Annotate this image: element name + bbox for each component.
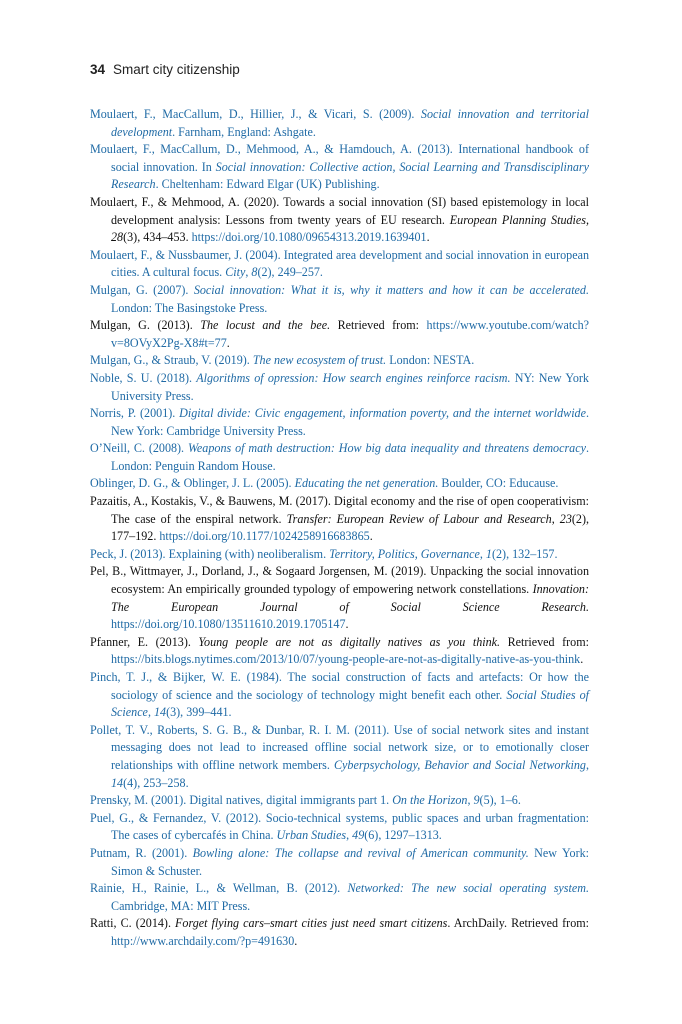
reference-entry bbox=[90, 810, 589, 845]
reference-text: , bbox=[245, 265, 252, 280]
reference-text: Moulaert, F., & Mehmood, A. (2020). Towards a social innovation (SI) based epistemology in local development analysis: Lessons from twenty years of EU research. bbox=[90, 194, 589, 227]
reference-title-italic: Social Studies of Science bbox=[111, 687, 590, 720]
reference-url-link[interactable]: https://bits.blogs.nytimes.com/2013/10/07/young-people-are-not-as-digitally-native-as-you-think bbox=[111, 652, 581, 667]
reference-text: . London: Penguin Random House. bbox=[111, 441, 589, 473]
reference-text: . Farnham, England: Ashgate. bbox=[172, 124, 316, 139]
reference-entry bbox=[90, 106, 589, 141]
reference-text: London: The Basingstoke Press. bbox=[111, 300, 268, 315]
reference-title-italic: 14 bbox=[111, 775, 124, 790]
reference-title-italic: Forget flying cars–smart cities just need smart citizens bbox=[175, 916, 448, 931]
reference-entry bbox=[90, 634, 589, 669]
reference-entry bbox=[90, 405, 589, 440]
reference-entry bbox=[90, 493, 589, 546]
reference-entry bbox=[90, 563, 589, 633]
reference-text: Retrieved from: bbox=[330, 318, 427, 333]
reference-text: Pinch, T. J., & Bijker, W. E. (1984). The social construction of facts and artefacts: Or how the sociology of science and the sociology of technology might benefit each other. bbox=[90, 670, 589, 702]
reference-text: (4), 253–258. bbox=[123, 775, 189, 790]
reference-entry bbox=[90, 915, 589, 950]
reference-text: Cambridge, MA: MIT Press. bbox=[111, 898, 251, 913]
reference-title-italic: 14 bbox=[153, 705, 167, 720]
reference-text: . bbox=[294, 933, 298, 948]
reference-url-link[interactable]: https://www.youtube.com/watch?v=8OVyX2Pg-X8#t=77 bbox=[111, 318, 589, 350]
running-title: Smart city citizenship bbox=[113, 62, 240, 77]
reference-text: Norris, P. (2001). bbox=[90, 406, 180, 421]
reference-text: , bbox=[147, 705, 154, 720]
reference-entry bbox=[90, 792, 589, 810]
reference-text: Putnam, R. (2001). bbox=[90, 845, 193, 860]
reference-text: , bbox=[346, 828, 353, 843]
reference-title-italic: Digital divide: Civic engagement, information poverty, and the internet worldwide bbox=[179, 406, 586, 421]
reference-entry bbox=[90, 475, 589, 493]
reference-text: (5), 1–6. bbox=[479, 793, 521, 808]
reference-text: . Cheltenham: Edward Elgar (UK) Publishing. bbox=[155, 177, 380, 192]
reference-text: Pazaitis, A., Kostakis, V., & Bauwens, M. (2017). Digital economy and the rise of open cooperativism: The case of the enspiral network. bbox=[90, 494, 589, 526]
reference-url-link[interactable]: https://doi.org/10.1080/09654313.2019.1639401 bbox=[191, 230, 427, 245]
reference-title-italic: Educating the net generation. bbox=[294, 476, 439, 491]
reference-text: , bbox=[479, 546, 486, 561]
reference-entry bbox=[90, 247, 589, 282]
reference-title-italic: Networked: The new social operating system. bbox=[347, 881, 589, 896]
page-number: 34 bbox=[90, 62, 106, 77]
reference-text: Mulgan, G. (2007). bbox=[90, 282, 194, 297]
reference-text: (6), 1297–1313. bbox=[364, 828, 442, 843]
reference-text: (2), 249–257. bbox=[257, 265, 323, 280]
reference-text: Ratti, C. (2014). bbox=[90, 916, 176, 931]
reference-text: . ArchDaily. Retrieved from: bbox=[447, 916, 590, 931]
reference-text: , bbox=[467, 793, 474, 808]
reference-text: . bbox=[369, 529, 373, 544]
reference-title-italic: Innovation: The European Journal of Social Science Research. bbox=[111, 582, 589, 614]
reference-title-italic: Algorithms of opression: How search engines reinforce racism. bbox=[196, 370, 511, 385]
reference-entry bbox=[90, 141, 589, 194]
reference-text: Puel, G., & Fernandez, V. (2012). Socio-technical systems, public spaces and urban fragmentation: The cases of cybercafés in China. bbox=[90, 810, 589, 843]
reference-entry bbox=[90, 880, 589, 915]
reference-text: Pel, B., Wittmayer, J., Dorland, J., & Sogaard Jorgensen, M. (2019). Unpacking the social innovation ecosystem: An empirically grounded typology of empowering network constellations. bbox=[90, 564, 589, 597]
reference-title-italic: 23 bbox=[559, 511, 572, 526]
reference-text: (3), 434–453. bbox=[123, 230, 192, 245]
reference-entry bbox=[90, 722, 589, 792]
reference-text: (3), 399–441. bbox=[166, 705, 232, 720]
reference-title-italic: Bowling alone: The collapse and revival of American community. bbox=[192, 845, 529, 860]
reference-text: Boulder, CO: Educause. bbox=[438, 476, 559, 491]
reference-title-italic: European Planning Studies, 28 bbox=[111, 212, 589, 245]
reference-url-link[interactable]: https://doi.org/10.1080/13511610.2019.1705147 bbox=[111, 617, 346, 632]
reference-title-italic: Cyberpsychology, Behavior and Social Networking bbox=[333, 757, 586, 772]
reference-text: . New York: Cambridge University Press. bbox=[111, 406, 589, 438]
reference-text: . bbox=[345, 617, 349, 632]
reference-text: Oblinger, D. G., & Oblinger, J. L. (2005). bbox=[90, 476, 295, 491]
reference-entry bbox=[90, 546, 589, 564]
reference-text: NY: New York University Press. bbox=[111, 370, 589, 403]
reference-text: , bbox=[585, 757, 590, 772]
reference-entry bbox=[90, 352, 589, 370]
reference-text: . bbox=[226, 335, 230, 350]
reference-title-italic: Territory, Politics, Governance bbox=[329, 546, 480, 561]
reference-title-italic: Urban Studies bbox=[276, 828, 347, 843]
reference-title-italic: Social innovation and territorial development bbox=[111, 107, 589, 139]
reference-entry bbox=[90, 440, 589, 475]
reference-text: Pfanner, E. (2013). bbox=[90, 634, 199, 649]
reference-entry bbox=[90, 194, 589, 247]
reference-text: (2), 132–157. bbox=[491, 546, 558, 561]
reference-title-italic: The locust and the bee. bbox=[200, 318, 331, 333]
reference-text: London: NESTA. bbox=[386, 353, 475, 368]
reference-title-italic: Social innovation: Collective action, Social Learning and Transdisciplinary Research bbox=[111, 159, 590, 192]
reference-text: Peck, J. (2013). Explaining (with) neoliberalism. bbox=[90, 546, 330, 561]
reference-title-italic: 8 bbox=[251, 265, 258, 280]
reference-text: Mulgan, G., & Straub, V. (2019). bbox=[90, 353, 253, 368]
reference-title-italic: The new ecosystem of trust. bbox=[252, 353, 387, 368]
reference-text: Rainie, H., Rainie, L., & Wellman, B. (2012). bbox=[90, 881, 348, 896]
reference-text: Moulaert, F., MacCallum, D., Mehmood, A., & Hamdouch, A. (2013). International handbook of social innovation. In bbox=[90, 142, 589, 174]
reference-entry bbox=[90, 282, 589, 317]
reference-text: Pollet, T. V., Roberts, S. G. B., & Dunbar, R. I. M. (2011). Use of social network sites and instant messaging does not lead to increased offline social network size, or to emotionally closer relationships with offline network members. bbox=[90, 722, 589, 772]
reference-title-italic: Weapons of math destruction: How big data inequality and threatens democracy bbox=[187, 441, 586, 456]
reference-text: New York: Simon & Schuster. bbox=[111, 845, 590, 878]
reference-text: . bbox=[426, 230, 430, 245]
reference-text: Moulaert, F., MacCallum, D., Hillier, J., & Vicari, S. (2009). bbox=[90, 107, 421, 121]
reference-title-italic: Young people are not as digitally natives as you think. bbox=[198, 634, 501, 649]
reference-title-italic: 1 bbox=[485, 546, 492, 561]
reference-entry bbox=[90, 669, 589, 722]
reference-text: Retrieved from: bbox=[500, 634, 589, 649]
reference-title-italic: 49 bbox=[352, 828, 365, 843]
reference-url-link[interactable]: http://www.archdaily.com/?p=491630 bbox=[111, 933, 295, 948]
reference-entry bbox=[90, 317, 589, 352]
reference-text: (2), 177–192. bbox=[111, 511, 590, 544]
reference-text: O’Neill, C. (2008). bbox=[90, 441, 188, 456]
reference-text: Moulaert, F., & Nussbaumer, J. (2004). Integrated area development and social innovation in european cities. A cultural focus. bbox=[90, 247, 589, 280]
reference-entry bbox=[90, 845, 589, 880]
reference-text: Prensky, M. (2001). Digital natives, digital immigrants part 1. bbox=[90, 793, 393, 808]
reference-list bbox=[90, 106, 589, 951]
reference-url-link[interactable]: https://doi.org/10.1177/1024258916683865 bbox=[159, 529, 370, 544]
reference-text: Noble, S. U. (2018). bbox=[90, 370, 197, 385]
reference-title-italic: 9 bbox=[473, 793, 480, 808]
page-header bbox=[90, 62, 240, 77]
reference-title-italic: City bbox=[225, 265, 246, 280]
reference-title-italic: On the Horizon bbox=[392, 793, 468, 808]
reference-title-italic: Transfer: European Review of Labour and Research bbox=[286, 511, 552, 526]
reference-text: . bbox=[580, 652, 584, 667]
reference-entry bbox=[90, 370, 589, 405]
reference-text: , bbox=[551, 511, 560, 526]
reference-text: Mulgan, G. (2013). bbox=[90, 318, 201, 333]
reference-title-italic: Social innovation: What it is, why it matters and how it can be accelerated. bbox=[193, 282, 589, 297]
